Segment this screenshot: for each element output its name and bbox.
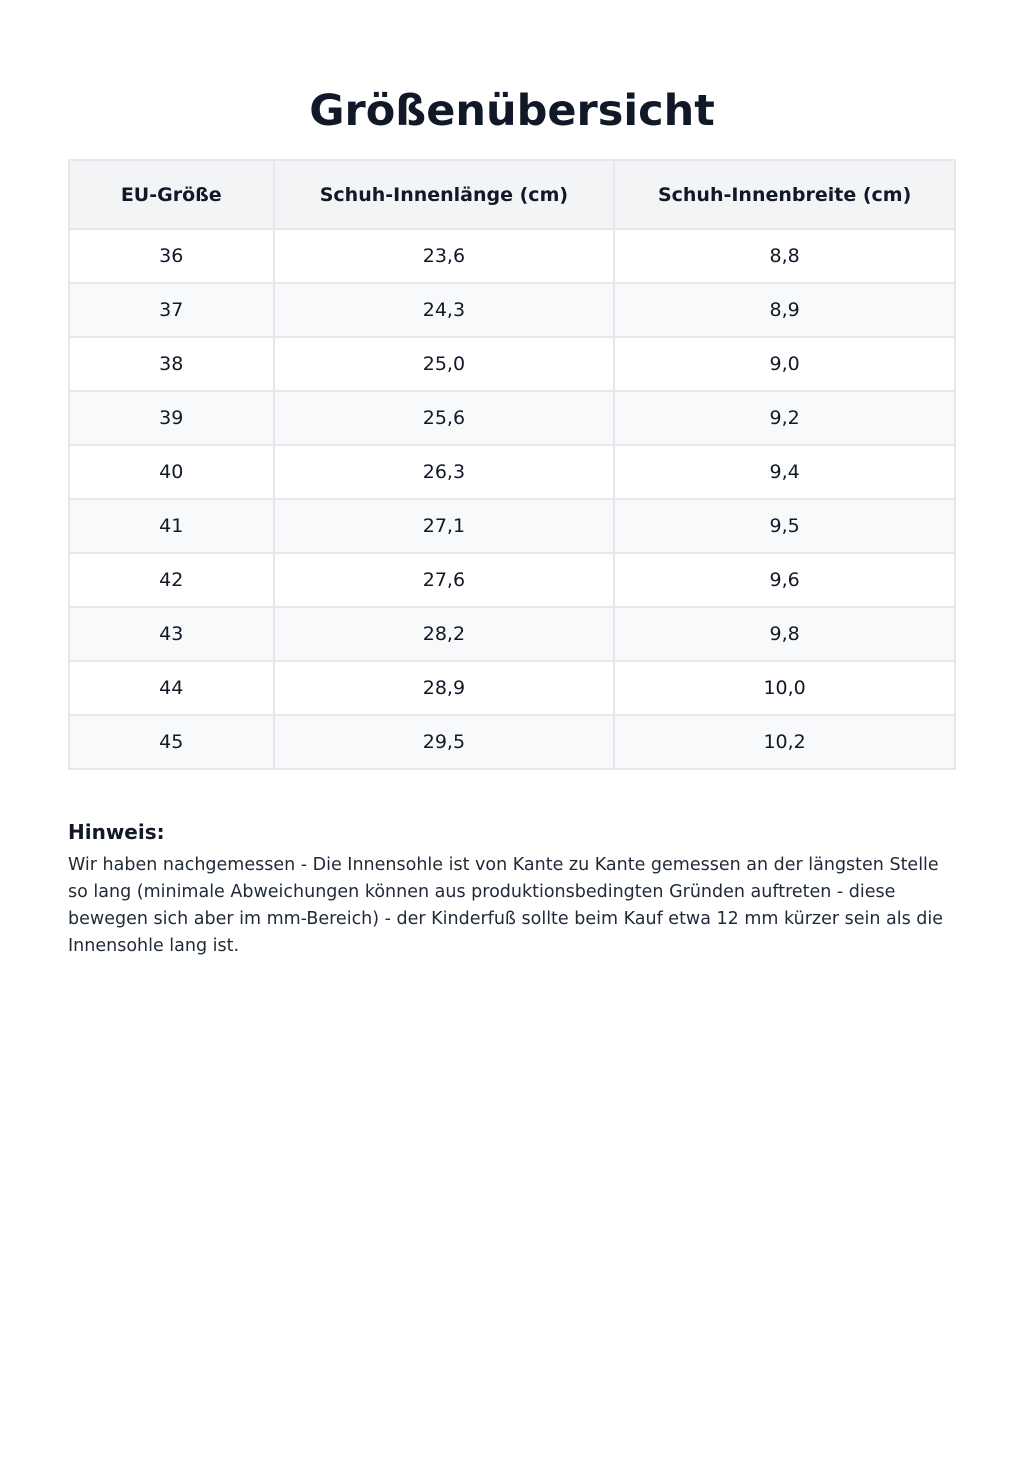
cell-eu-size: 44 <box>69 661 274 715</box>
table-row <box>69 661 955 715</box>
table-row <box>69 445 955 499</box>
cell-inner-width: 8,9 <box>614 283 955 337</box>
cell-eu-size: 42 <box>69 553 274 607</box>
cell-inner-width: 10,2 <box>614 715 955 769</box>
table-row <box>69 607 955 661</box>
header-inner-width: Schuh-Innenbreite (cm) <box>614 160 955 229</box>
cell-eu-size: 41 <box>69 499 274 553</box>
cell-inner-length: 27,1 <box>274 499 615 553</box>
table-row <box>69 229 955 283</box>
header-eu-size: EU-Größe <box>69 160 274 229</box>
cell-inner-length: 29,5 <box>274 715 615 769</box>
cell-inner-width: 9,2 <box>614 391 955 445</box>
cell-inner-width: 9,6 <box>614 553 955 607</box>
cell-inner-length: 28,2 <box>274 607 615 661</box>
table-row <box>69 553 955 607</box>
cell-inner-length: 24,3 <box>274 283 615 337</box>
cell-inner-width: 8,8 <box>614 229 955 283</box>
cell-eu-size: 43 <box>69 607 274 661</box>
table-header-row <box>69 160 955 229</box>
cell-eu-size: 36 <box>69 229 274 283</box>
cell-inner-length: 25,0 <box>274 337 615 391</box>
cell-eu-size: 37 <box>69 283 274 337</box>
cell-inner-width: 9,8 <box>614 607 955 661</box>
cell-inner-width: 9,5 <box>614 499 955 553</box>
cell-inner-length: 27,6 <box>274 553 615 607</box>
page-title: Größenübersicht <box>309 86 715 136</box>
table-row <box>69 283 955 337</box>
cell-inner-length: 28,9 <box>274 661 615 715</box>
table-row <box>69 337 955 391</box>
cell-eu-size: 40 <box>69 445 274 499</box>
cell-inner-width: 9,4 <box>614 445 955 499</box>
cell-inner-width: 9,0 <box>614 337 955 391</box>
cell-inner-length: 23,6 <box>274 229 615 283</box>
cell-eu-size: 39 <box>69 391 274 445</box>
cell-inner-length: 25,6 <box>274 391 615 445</box>
note-text: Wir haben nachgemessen - Die Innensohle ist von Kante zu Kante gemessen an der längsten Stelle so lang (minimale Abweichungen können aus produktionsbedingten Gründen auftreten - diese bewegen sich aber im mm-Bereich) - der Kinderfuß sollte beim Kauf etwa 12 mm kürzer sein als die Innensohle lang ist. <box>68 855 944 956</box>
note-heading: Hinweis: <box>68 820 165 844</box>
table-row <box>69 391 955 445</box>
table-row <box>69 715 955 769</box>
cell-eu-size: 45 <box>69 715 274 769</box>
note-section <box>68 818 956 960</box>
size-table <box>68 159 956 770</box>
cell-eu-size: 38 <box>69 337 274 391</box>
cell-inner-length: 26,3 <box>274 445 615 499</box>
header-inner-length: Schuh-Innenlänge (cm) <box>274 160 615 229</box>
cell-inner-width: 10,0 <box>614 661 955 715</box>
table-row <box>69 499 955 553</box>
